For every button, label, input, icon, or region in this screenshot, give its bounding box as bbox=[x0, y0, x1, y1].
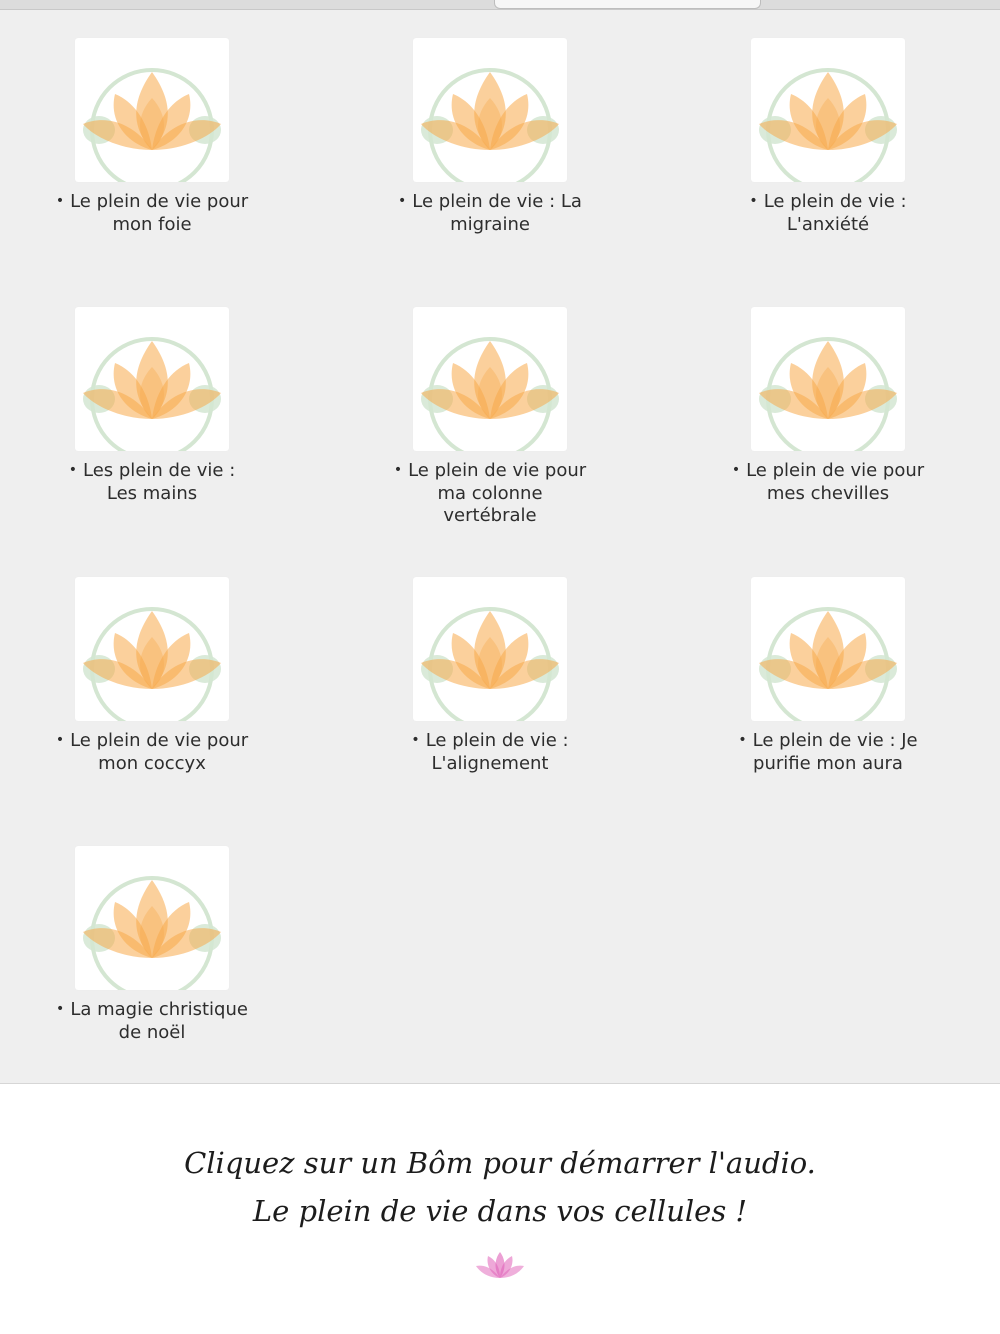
audio-item bbox=[698, 577, 958, 775]
bullet: • bbox=[738, 732, 747, 748]
lotus-icon bbox=[413, 38, 567, 182]
audio-item-title: Le plein de vie : L'alignement bbox=[425, 730, 569, 774]
bullet: • bbox=[55, 193, 65, 209]
audio-item bbox=[22, 307, 282, 505]
audio-item-label[interactable] bbox=[390, 730, 590, 775]
bullet: • bbox=[749, 193, 758, 209]
lotus-icon bbox=[413, 307, 567, 451]
lotus-icon bbox=[75, 577, 229, 721]
audio-thumbnail[interactable] bbox=[75, 38, 229, 182]
audio-item-label[interactable] bbox=[52, 730, 252, 775]
lotus-icon bbox=[413, 577, 567, 721]
footer bbox=[0, 1084, 1000, 1334]
footer-instruction: Cliquez sur un Bôm pour démarrer l'audio. bbox=[184, 1146, 816, 1180]
audio-item-label[interactable] bbox=[728, 460, 928, 505]
audio-item bbox=[360, 38, 620, 236]
audio-item-label[interactable] bbox=[52, 191, 252, 236]
bullet: • bbox=[68, 462, 77, 478]
audio-thumbnail[interactable] bbox=[413, 38, 567, 182]
audio-item bbox=[698, 307, 958, 505]
audio-item bbox=[22, 846, 282, 1044]
audio-thumbnail[interactable] bbox=[751, 577, 905, 721]
audio-thumbnail[interactable] bbox=[75, 846, 229, 990]
audio-item-title: Le plein de vie : Je purifie mon aura bbox=[752, 730, 918, 774]
audio-thumbnail[interactable] bbox=[75, 307, 229, 451]
audio-thumbnail[interactable] bbox=[413, 307, 567, 451]
audio-thumbnail[interactable] bbox=[751, 38, 905, 182]
footer-tagline: Le plein de vie dans vos cellules ! bbox=[252, 1194, 748, 1228]
audio-item-title: La magie christique de noël bbox=[70, 999, 248, 1043]
audio-item-title: Le plein de vie pour mon foie bbox=[70, 191, 249, 235]
audio-grid bbox=[0, 10, 1000, 1084]
audio-item bbox=[360, 577, 620, 775]
audio-item bbox=[360, 307, 620, 527]
audio-item-label[interactable] bbox=[52, 460, 252, 505]
lotus-icon bbox=[75, 846, 229, 990]
audio-item-title: Le plein de vie pour mes chevilles bbox=[746, 460, 925, 504]
audio-item-title: Le plein de vie : L'anxiété bbox=[763, 191, 907, 235]
audio-item bbox=[698, 38, 958, 236]
audio-item-title: Le plein de vie : La migraine bbox=[412, 191, 582, 235]
audio-thumbnail[interactable] bbox=[751, 307, 905, 451]
lotus-icon bbox=[75, 38, 229, 182]
bullet: • bbox=[398, 193, 407, 209]
audio-item-label[interactable] bbox=[728, 191, 928, 236]
top-tab[interactable] bbox=[494, 0, 761, 9]
lotus-icon bbox=[751, 577, 905, 721]
pink-lotus-icon bbox=[476, 1250, 524, 1280]
lotus-icon bbox=[751, 38, 905, 182]
bullet: • bbox=[731, 462, 741, 478]
audio-item-label[interactable] bbox=[390, 460, 590, 527]
audio-item-title: Les plein de vie : Les mains bbox=[83, 460, 236, 504]
lotus-icon bbox=[751, 307, 905, 451]
audio-thumbnail[interactable] bbox=[75, 577, 229, 721]
audio-item-label[interactable] bbox=[390, 191, 590, 236]
bullet: • bbox=[393, 462, 403, 478]
audio-item-label[interactable] bbox=[728, 730, 928, 775]
audio-thumbnail[interactable] bbox=[413, 577, 567, 721]
audio-item bbox=[22, 38, 282, 236]
bullet: • bbox=[56, 1001, 65, 1017]
lotus-icon bbox=[75, 307, 229, 451]
audio-item-title: Le plein de vie pour ma colonne vertébrale bbox=[408, 460, 587, 526]
audio-item bbox=[22, 577, 282, 775]
bullet: • bbox=[55, 732, 65, 748]
audio-item-label[interactable] bbox=[52, 999, 252, 1044]
audio-item-title: Le plein de vie pour mon coccyx bbox=[70, 730, 249, 774]
bullet: • bbox=[411, 732, 420, 748]
